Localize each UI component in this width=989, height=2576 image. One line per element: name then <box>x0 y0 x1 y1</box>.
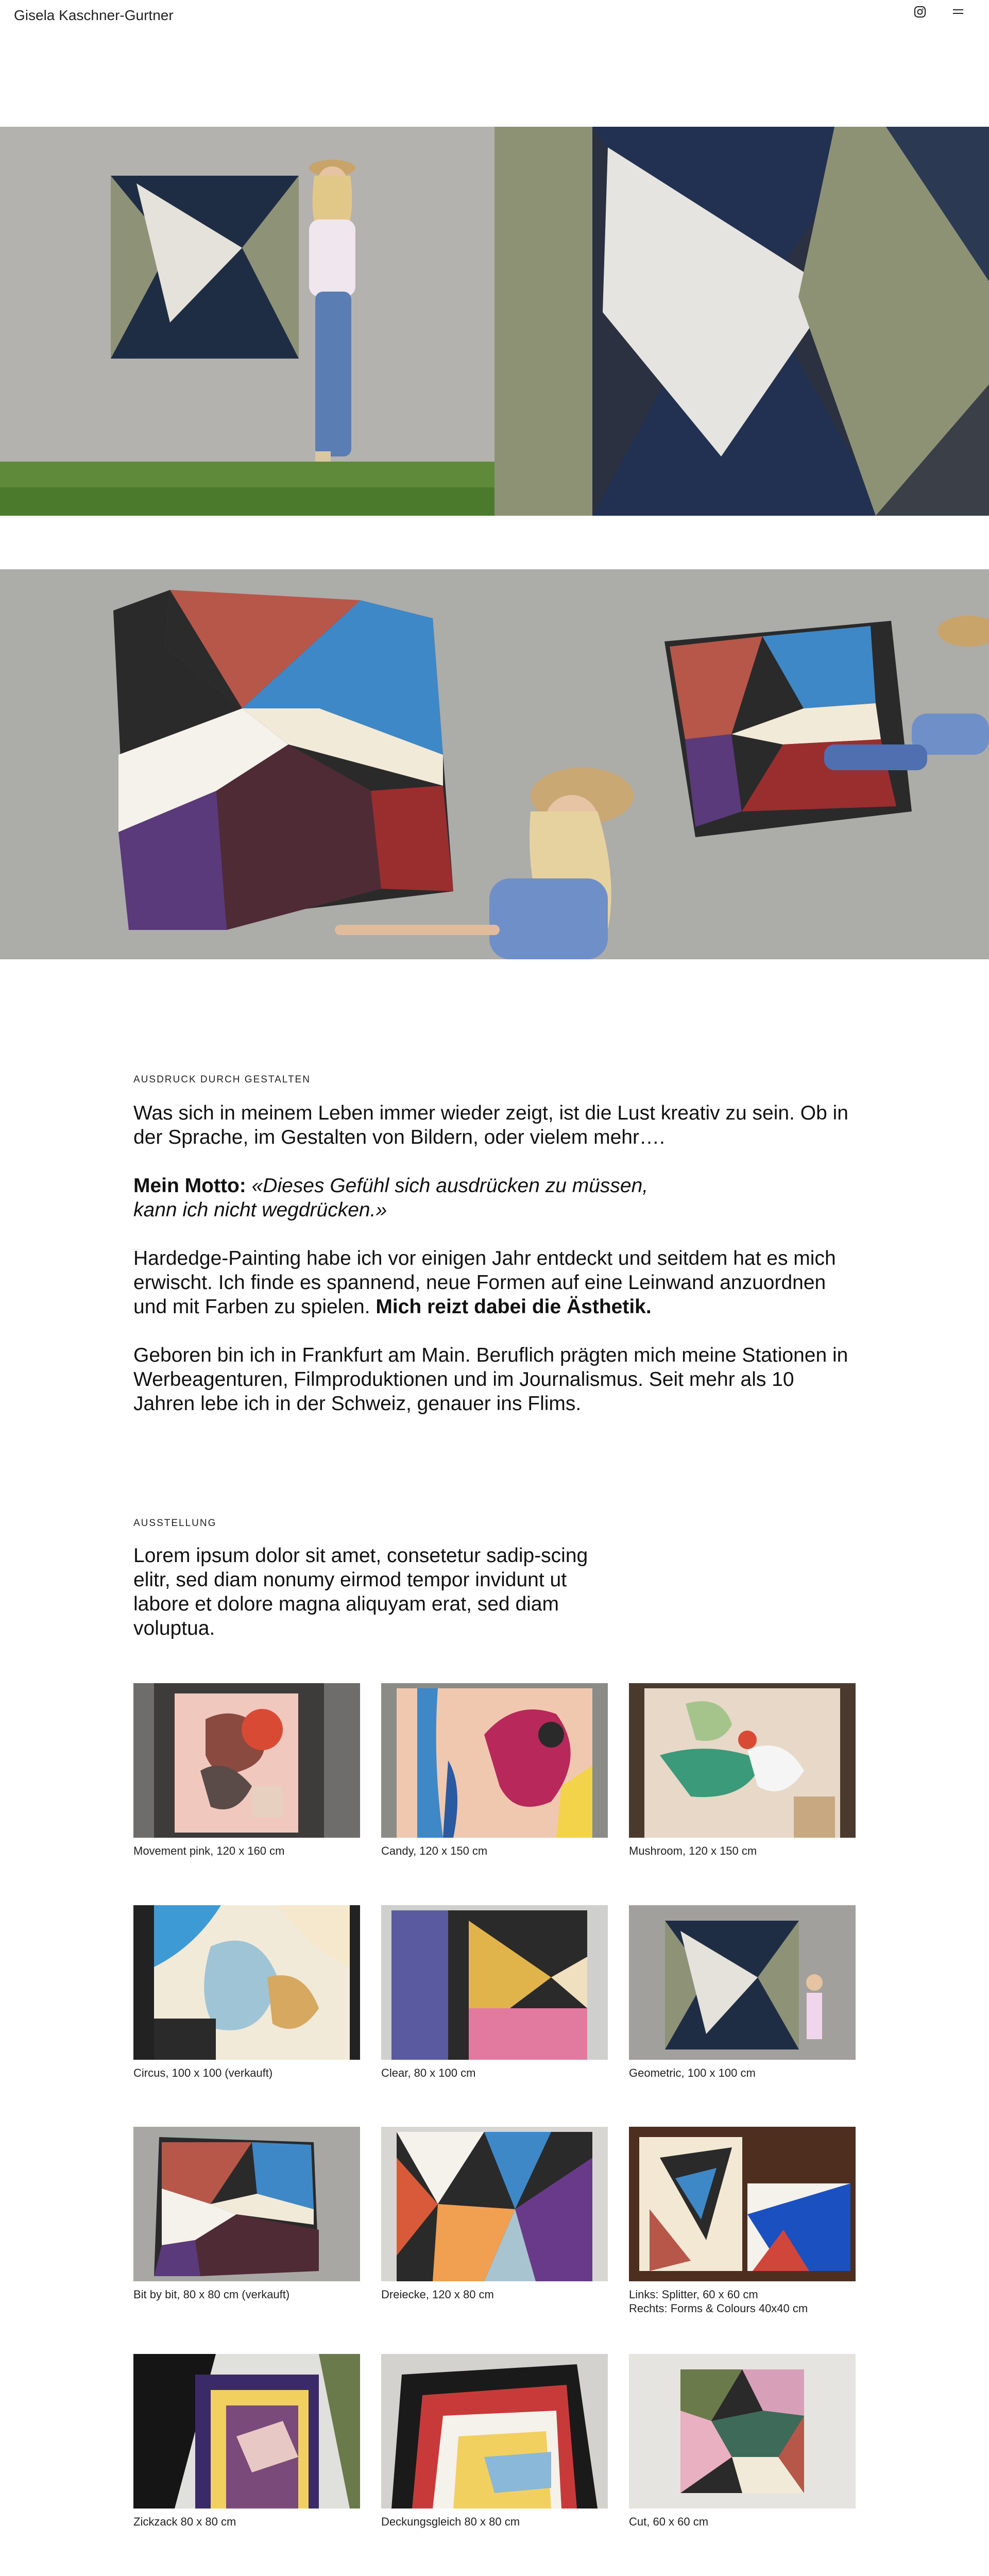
intro-paragraph-3-text: Hardedge-Painting habe ich vor einigen Jahr entdeckt und seitdem hat es mich erwischt. Ich finde es spannend, neue Formen auf eine Leinwand anzuordnen und mit Farben zu spielen. <box>133 1247 836 1318</box>
artwork-thumbnail[interactable] <box>629 1905 856 2060</box>
artwork-caption: Candy, 120 x 150 cm <box>381 1844 488 1857</box>
gallery-item-dreiecke[interactable] <box>381 2127 608 2301</box>
intro-paragraph-1: Was sich in meinem Leben immer wieder zeigt, ist die Lust kreativ zu sein. Ob in der Sprache, im Gestalten von Bildern, oder vielem mehr…. <box>133 1102 848 1148</box>
site-title[interactable]: Gisela Kaschner-Gurtner <box>14 7 174 23</box>
intro-paragraph-4: Geboren bin ich in Frankfurt am Main. Beruflich prägten mich meine Stationen in Werbeagenturen, Filmproduktionen und im Journalismus. Seit mehr als 10 Jahren lebe ich in der Schweiz, genauer ins Flims. <box>133 1344 848 1415</box>
artwork-caption: Circus, 100 x 100 (verkauft) <box>133 2066 273 2079</box>
artwork-thumbnail[interactable] <box>133 1905 360 2060</box>
artwork-thumbnail[interactable] <box>381 2127 608 2281</box>
gallery-item-deckungsgleich[interactable] <box>381 2354 608 2529</box>
exhibition-overline: AUSSTELLUNG <box>133 1518 217 1529</box>
artwork-caption-2: Rechts: Forms & Colours 40x40 cm <box>629 2302 808 2315</box>
gallery-item-geometric[interactable] <box>629 1905 856 2080</box>
motto-line-2: kann ich nicht wegdrücken.» <box>133 1199 387 1221</box>
artwork-caption: Cut, 60 x 60 cm <box>629 2515 709 2528</box>
exhibition-section <box>133 1518 855 1640</box>
gallery-item-candy[interactable] <box>381 1683 608 1858</box>
artwork-thumbnail[interactable] <box>381 1683 608 1838</box>
artwork-caption: Deckungsgleich 80 x 80 cm <box>381 2515 520 2528</box>
gallery-item-bit-by-bit[interactable] <box>133 2127 360 2301</box>
exhibition-text: Lorem ipsum dolor sit amet, consetetur sadip-scing elitr, sed diam nonumy eirmod tempor invidunt ut labore et dolore magna aliquyam erat, sed diam voluptua. <box>133 1545 588 1639</box>
artwork-thumbnail[interactable] <box>381 2354 608 2509</box>
gallery-item-zickzack[interactable] <box>133 2354 360 2529</box>
intro-motto <box>133 1174 855 1222</box>
instagram-icon[interactable] <box>913 5 927 19</box>
intro-paragraph-3 <box>133 1246 855 1319</box>
gallery-item-cut[interactable] <box>629 2354 856 2529</box>
site-header <box>0 0 989 36</box>
artwork-thumbnail[interactable] <box>133 1683 360 1838</box>
artwork-caption: Dreiecke, 120 x 80 cm <box>381 2288 494 2301</box>
gallery-item-clear[interactable] <box>381 1905 608 2080</box>
artwork-thumbnail[interactable] <box>629 2127 856 2281</box>
menu-icon[interactable] <box>951 5 965 19</box>
artwork-caption: Links: Splitter, 60 x 60 cm <box>629 2288 758 2301</box>
intro-overline: AUSDRUCK DURCH GESTALTEN <box>133 1074 311 1085</box>
artwork-thumbnail[interactable] <box>381 1905 608 2060</box>
hero-image-artist-with-painting <box>0 127 989 516</box>
motto-label: Mein Motto: <box>133 1175 246 1197</box>
gallery-item-mushroom[interactable] <box>629 1683 856 1858</box>
artwork-caption: Bit by bit, 80 x 80 cm (verkauft) <box>133 2288 290 2301</box>
artwork-thumbnail[interactable] <box>133 2127 360 2281</box>
intro-paragraph-3-strong: Mich reizt dabei die Ästhetik. <box>376 1296 652 1318</box>
gallery-item-splitter[interactable] <box>629 2127 856 2315</box>
artwork-thumbnail[interactable] <box>133 2354 360 2509</box>
artwork-thumbnail[interactable] <box>629 2354 856 2509</box>
artwork-caption: Mushroom, 120 x 150 cm <box>629 1844 757 1857</box>
artwork-caption: Geometric, 100 x 100 cm <box>629 2066 756 2079</box>
gallery-item-movement-pink[interactable] <box>133 1683 360 1858</box>
intro-section <box>133 1074 855 1440</box>
hero-image-holding-painting <box>0 569 989 959</box>
artwork-thumbnail[interactable] <box>629 1683 856 1838</box>
gallery-item-circus[interactable] <box>133 1905 360 2080</box>
artwork-caption: Zickzack 80 x 80 cm <box>133 2515 236 2528</box>
motto-line-1: «Dieses Gefühl sich ausdrücken zu müssen, <box>246 1175 649 1197</box>
artwork-caption: Movement pink, 120 x 160 cm <box>133 1844 285 1857</box>
artwork-caption: Clear, 80 x 100 cm <box>381 2066 476 2079</box>
